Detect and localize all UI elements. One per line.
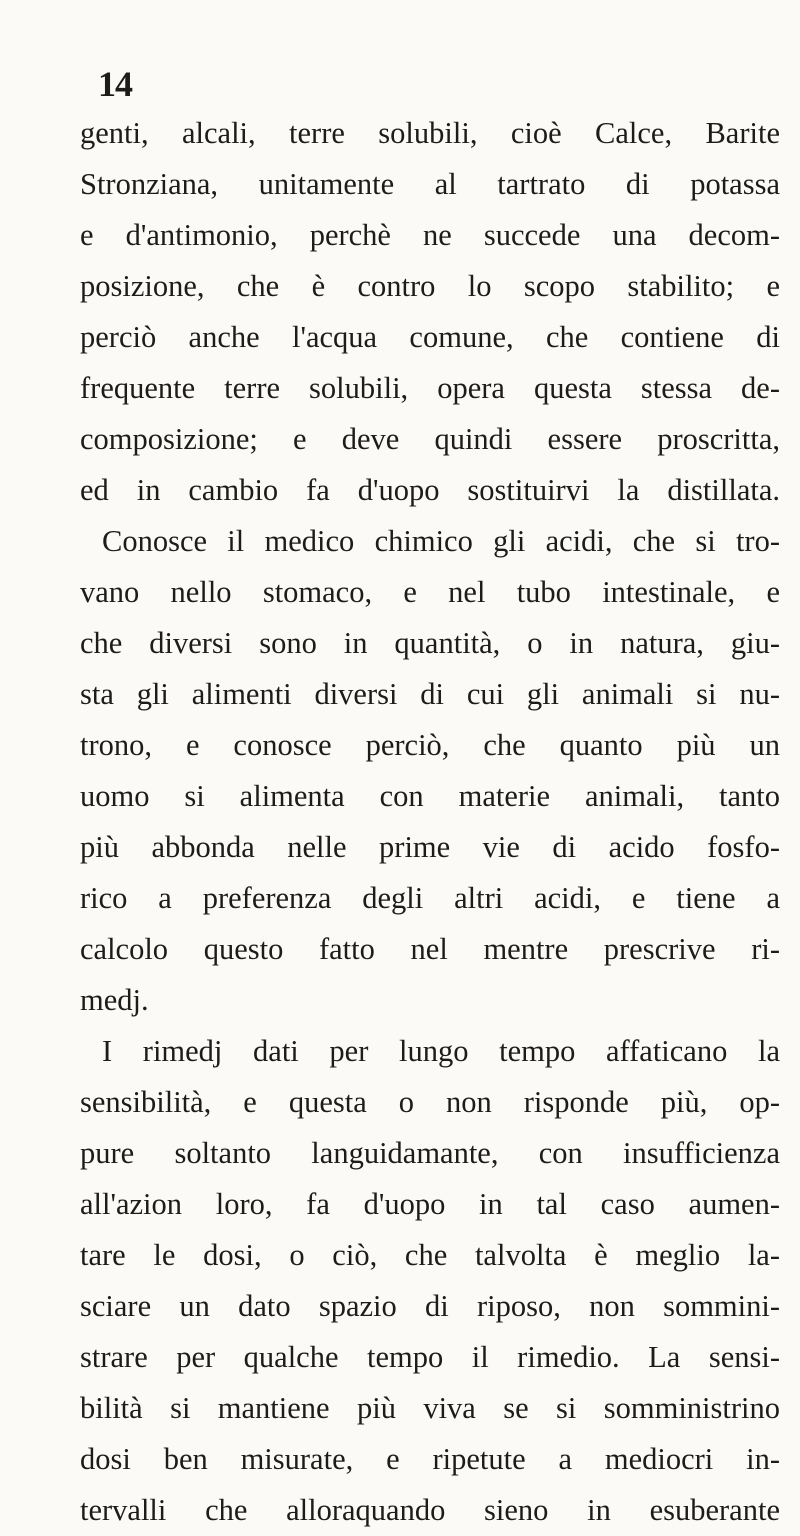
text-line: perciò anche l'acqua comune, che contiene di [80,320,780,354]
text-line: Conosce il medico chimico gli acidi, che si tro- [102,524,780,558]
text-line: tare le dosi, o ciò, che talvolta è meglio la- [80,1238,780,1272]
text-line: sta gli alimenti diversi di cui gli animali si nu- [80,677,780,711]
text-line: rico a preferenza degli altri acidi, e tiene a [80,881,780,915]
text-line: che diversi sono in quantità, o in natura, giu- [80,626,780,660]
text-line: medj. [80,983,149,1017]
text-line: sciare un dato spazio di riposo, non sommini- [80,1289,780,1323]
text-line: I rimedj dati per lungo tempo affaticano la [102,1034,780,1068]
text-line: posizione, che è contro lo scopo stabilito; e [80,269,780,303]
text-line: frequente terre solubili, opera questa stessa de- [80,371,780,405]
text-line: all'azion loro, fa d'uopo in tal caso aumen- [80,1187,780,1221]
body-text [80,108,780,1536]
text-line: bilità si mantiene più viva se si somministrino [80,1391,780,1425]
text-line: vano nello stomaco, e nel tubo intestinale, e [80,575,780,609]
text-line: ed in cambio fa d'uopo sostituirvi la distillata. [80,473,780,507]
text-line: dosi ben misurate, e ripetute a mediocri in- [80,1442,780,1476]
text-line: trono, e conosce perciò, che quanto più un [80,728,780,762]
text-line: calcolo questo fatto nel mentre prescrive ri- [80,932,780,966]
text-line: sensibilità, e questa o non risponde più, op- [80,1085,780,1119]
text-line: tervalli che alloraquando sieno in esuberante [80,1493,780,1527]
text-line: e d'antimonio, perchè ne succede una decom- [80,218,780,252]
text-line: strare per qualche tempo il rimedio. La sensi- [80,1340,780,1374]
text-line: uomo si alimenta con materie animali, tanto [80,779,780,813]
text-line: Stronziana, unitamente al tartrato di potassa [80,167,780,201]
text-line: genti, alcali, terre solubili, cioè Calce, Barite [80,116,780,150]
text-line: composizione; e deve quindi essere proscritta, [80,422,780,456]
text-line: più abbonda nelle prime vie di acido fosfo- [80,830,780,864]
text-line: pure soltanto languidamante, con insufficienza [80,1136,780,1170]
page-number: 14 [98,64,132,104]
